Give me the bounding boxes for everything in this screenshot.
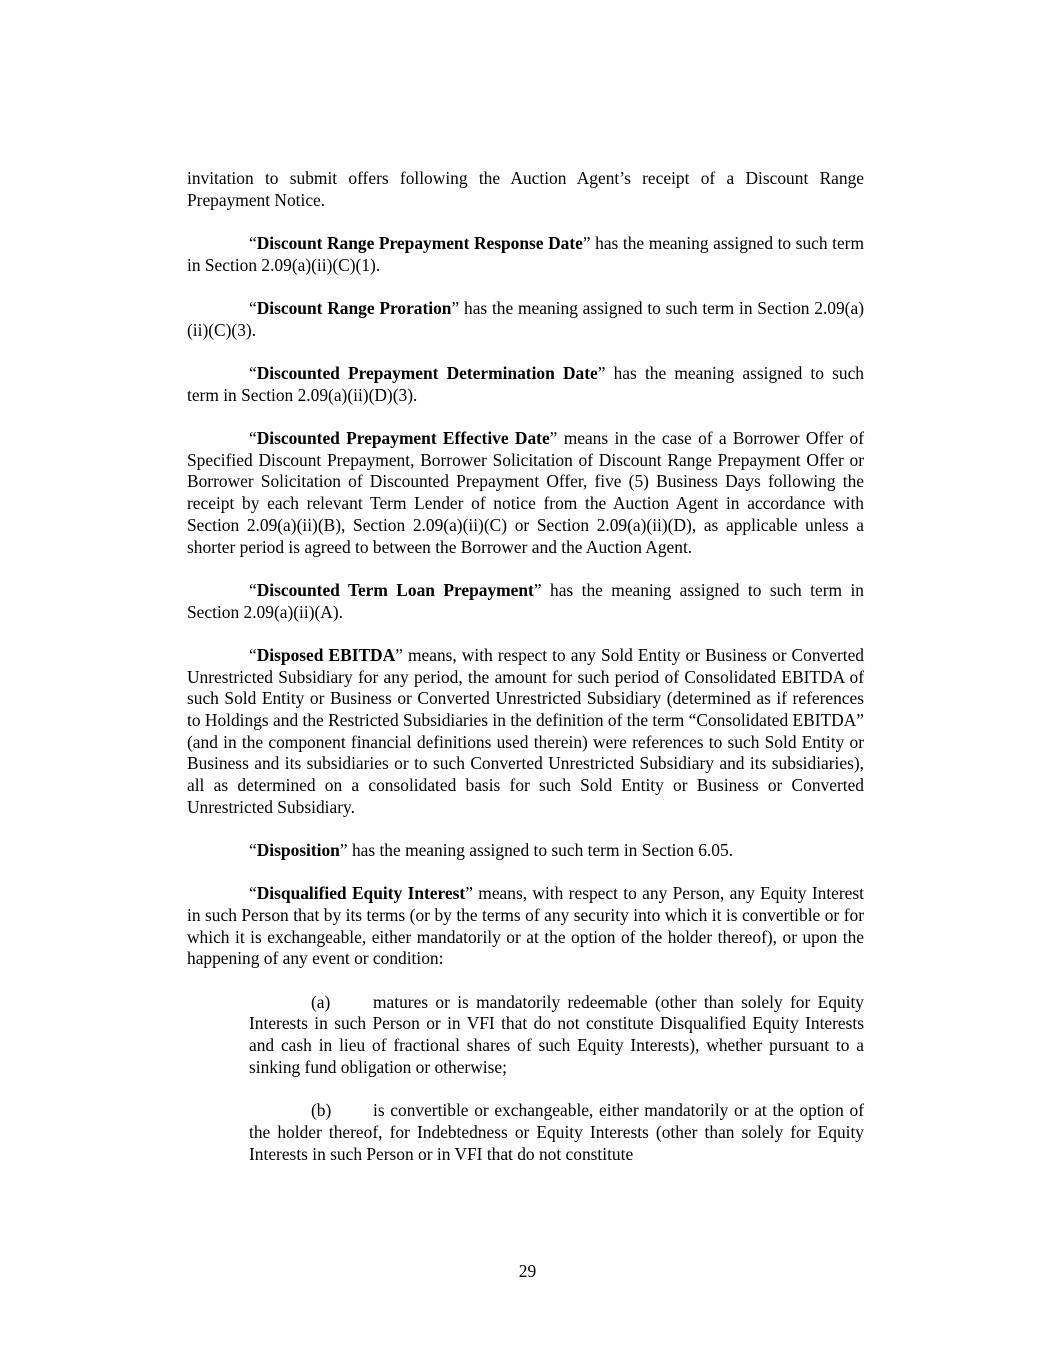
document-body [187,168,864,1187]
definition-discount-range-prepayment-response-date: “Discount Range Prepayment Response Date” has the meaning assigned to such term in Section 2.09(a)(ii)(C)(1). [187,233,864,275]
definition-disqualified-equity-interest: “Disqualified Equity Interest” means, with respect to any Person, any Equity Interest in such Person that by its terms (or by the terms of any security into which it is convertible or for which it is exchangeable, either mandatorily or at the option of the holder thereof), or upon the happening of any event or condition: [187,883,864,969]
defined-term: Discounted Term Loan Prepayment [256,579,534,600]
list-item-b: (b) is convertible or exchangeable, either mandatorily or at the option of the holder thereof, for Indebtedness or Equity Interests (other than solely for Equity Interests in such Person or in VFI that do not constitute [249,1100,864,1164]
definition-disposition: “Disposition” has the meaning assigned to such term in Section 6.05. [249,840,734,861]
defined-term: Discount Range Proration [256,298,452,318]
defined-term: Disposed EBITDA [256,644,396,665]
defined-term: Discount Range Prepayment Response Date [256,233,583,253]
definition-discounted-prepayment-determination-date: “Discounted Prepayment Determination Date” has the meaning assigned to such term in Section 2.09(a)(ii)(D)(3). [187,363,864,405]
page-number: 29 [518,1261,537,1281]
definition-discounted-term-loan-prepayment: “Discounted Term Loan Prepayment” has the meaning assigned to such term in Section 2.09(a)(ii)(A). [187,579,864,622]
list-marker: (a) [311,991,331,1012]
defined-term: Disposition [256,840,340,861]
defined-term: Disqualified Equity Interest [256,883,466,904]
defined-term: Discounted Prepayment Determination Date [256,363,598,383]
defined-term: Discounted Prepayment Effective Date [256,428,550,448]
list-item-a: (a) matures or is mandatorily redeemable (other than solely for Equity Interests in such Person or in VFI that do not constitute Disqualified Equity Interests and cash in lieu of fractional shares of such Equity Interests), whether pursuant to a sinking fund obligation or otherwise; [249,991,864,1077]
definition-disposed-ebitda: “Disposed EBITDA” means, with respect to any Sold Entity or Business or Converted Unrestricted Subsidiary for any period, the amount for such period of Consolidated EBITDA of such Sold Entity or Business or Converted Unrestricted Subsidiary (determined as if references to Holdings and the Restricted Subsidiaries in the definition of the term “Consolidated EBITDA” (and in the component financial definitions used therein) were references to such Sold Entity or Business and its subsidiaries or to such Converted Unrestricted Subsidiary and its subsidiaries), all as determined on a consolidated basis for such Sold Entity or Business or Converted Unrestricted Subsidiary. [187,644,864,817]
definition-discounted-prepayment-effective-date: “Discounted Prepayment Effective Date” means in the case of a Borrower Offer of Specified Discount Prepayment, Borrower Solicitation of Discount Range Prepayment Offer or Borrower Solicitation of Discounted Prepayment Offer, five (5) Business Days following the receipt by each relevant Term Lender of notice from the Auction Agent in accordance with Section 2.09(a)(ii)(B), Section 2.09(a)(ii)(C) or Section 2.09(a)(ii)(D), as applicable unless a shorter period is agreed to between the Borrower and the Auction Agent. [187,428,864,557]
definition-discount-range-proration: “Discount Range Proration” has the meaning assigned to such term in Section 2.09(a)(ii)(C)(3). [187,298,864,340]
list-marker: (b) [311,1100,332,1121]
continuation-paragraph: invitation to submit offers following the Auction Agent’s receipt of a Discount Range Prepayment Notice. [187,168,864,210]
